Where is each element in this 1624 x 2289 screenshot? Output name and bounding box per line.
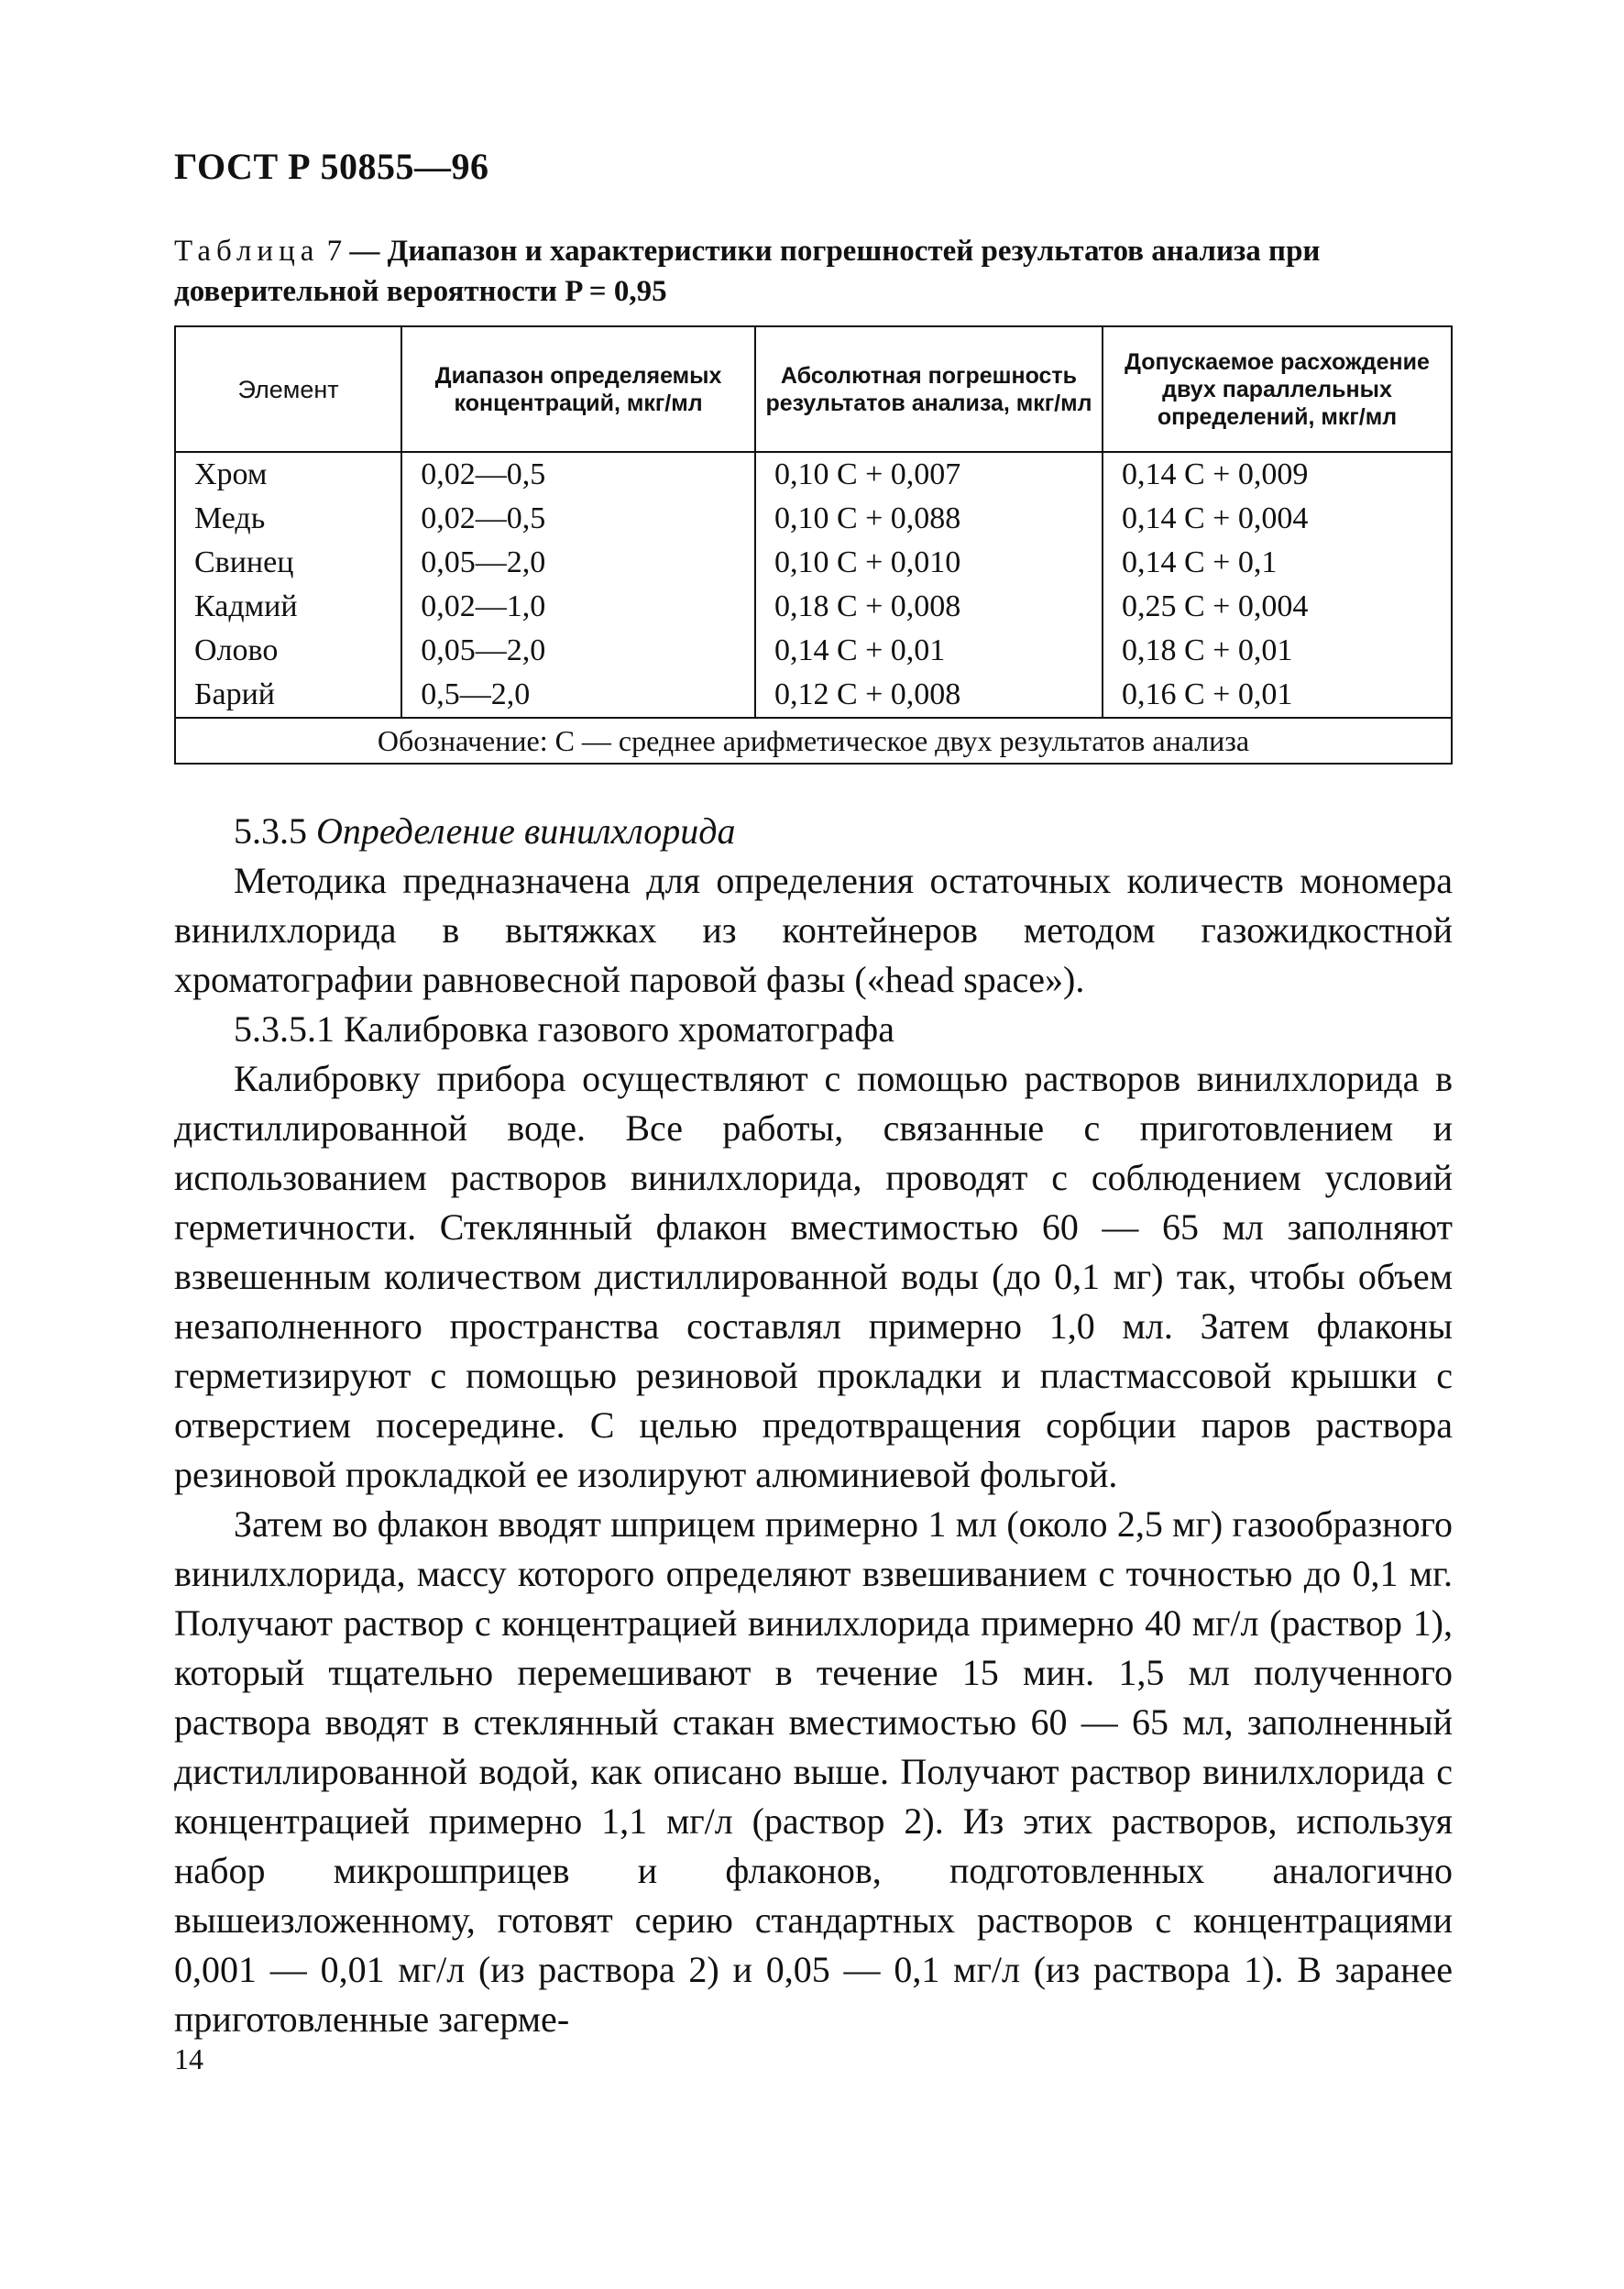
table-header-row [175, 326, 1452, 452]
cell-disc: 0,18 C + 0,01 [1103, 629, 1452, 673]
cell-abs: 0,10 C + 0,088 [755, 497, 1103, 541]
section-5-3-5-number: 5.3.5 [234, 810, 307, 852]
section-5-3-5-heading [174, 807, 1453, 856]
table-caption-text: — Диапазон и характеристики погрешностей результатов анализа при доверительной вероятности P = 0,95 [174, 235, 1321, 308]
header-absolute-error: Абсолютная погрешность результатов анализа, мкг/мл [755, 326, 1103, 452]
table-caption-prefix: Таблица [174, 235, 320, 268]
cell-disc: 0,14 C + 0,004 [1103, 497, 1452, 541]
section-5-3-5 [174, 807, 1453, 2044]
table-note-row [175, 718, 1452, 764]
table-caption-number: 7 [326, 235, 343, 268]
section-5-3-5-title: Определение винилхлорида [316, 810, 736, 852]
cell-abs: 0,12 C + 0,008 [755, 673, 1103, 718]
cell-range: 0,5—2,0 [401, 673, 755, 718]
cell-disc: 0,16 C + 0,01 [1103, 673, 1452, 718]
cell-disc: 0,14 C + 0,1 [1103, 541, 1452, 585]
table-row [175, 541, 1452, 585]
cell-abs: 0,14 C + 0,01 [755, 629, 1103, 673]
cell-element: Олово [175, 629, 401, 673]
document-code: ГОСТ Р 50855—96 [174, 146, 489, 187]
section-5-3-5-1-paragraph-1: Калибровку прибора осуществляют с помощью растворов винилхлорида в дистиллированной воде. Все работы, связанные с приготовлением и использованием растворов винилхлорида, проводят с соблюдением условий герметичности. Стеклянный флакон вместимостью 60 — 65 мл заполняют взвешенным количеством дистиллированной воды (до 0,1 мг) так, чтобы объем незаполненного пространства составлял примерно 1,0 мл. Затем флаконы герметизируют с помощью резиновой прокладки и пластмассовой крышки с отверстием посередине. С целью предотвращения сорбции паров раствора резиновой прокладкой ее изолируют алюминиевой фольгой. [174, 1058, 1453, 1495]
cell-element: Кадмий [175, 585, 401, 629]
cell-range: 0,02—1,0 [401, 585, 755, 629]
table-row [175, 585, 1452, 629]
cell-disc: 0,25 C + 0,004 [1103, 585, 1452, 629]
header-discrepancy: Допускаемое расхождение двух параллельных определений, мкг/мл [1103, 326, 1452, 452]
header-element: Элемент [175, 326, 401, 452]
cell-element: Медь [175, 497, 401, 541]
cell-disc: 0,14 C + 0,009 [1103, 452, 1452, 497]
section-5-3-5-paragraph: Методика предназначена для определения остаточных количеств мономера винилхлорида в вытяжках из контейнеров методом газожидкостной хроматографии равновесной паровой фазы («head space»). [174, 860, 1453, 1000]
page-number: 14 [174, 2042, 203, 2075]
cell-range: 0,05—2,0 [401, 541, 755, 585]
cell-range: 0,02—0,5 [401, 452, 755, 497]
cell-abs: 0,10 C + 0,010 [755, 541, 1103, 585]
table-row [175, 673, 1452, 718]
cell-range: 0,05—2,0 [401, 629, 755, 673]
error-characteristics-table [174, 325, 1453, 765]
table-note: Обозначение: C — среднее арифметическое двух результатов анализа [175, 718, 1452, 764]
cell-element: Свинец [175, 541, 401, 585]
header-range: Диапазон определяемых концентраций, мкг/мл [401, 326, 755, 452]
cell-abs: 0,10 C + 0,007 [755, 452, 1103, 497]
cell-element: Хром [175, 452, 401, 497]
table-row [175, 629, 1452, 673]
table-caption [174, 231, 1457, 312]
cell-range: 0,02—0,5 [401, 497, 755, 541]
section-5-3-5-1-paragraph-2: Затем во флакон вводят шприцем примерно 1 мл (около 2,5 мг) газообразного винилхлорида, массу которого определяют взвешиванием с точностью до 0,1 мг. Получают раствор с концентрацией винилхлорида примерно 40 мг/л (раствор 1), который тщательно перемешивают в течение 15 мин. 1,5 мл полученного раствора вводят в стеклянный стакан вместимостью 60 — 65 мл, заполненный дистиллированной водой, как описано выше. Получают раствор винилхлорида с концентрацией примерно 1,1 мг/л (раствор 2). Из этих растворов, используя набор микрошприцев и флаконов, подготовленных аналогично вышеизложенному, готовят серию стандартных растворов с концентрациями 0,001 — 0,01 мг/л (из раствора 2) и 0,05 — 0,1 мг/л (из раствора 1). В заранее приготовленные загерме- [174, 1503, 1453, 2040]
table-row [175, 497, 1452, 541]
cell-element: Барий [175, 673, 401, 718]
section-5-3-5-1-heading: 5.3.5.1 Калибровка газового хроматографа [234, 1008, 894, 1050]
table-row [175, 452, 1452, 497]
cell-abs: 0,18 C + 0,008 [755, 585, 1103, 629]
